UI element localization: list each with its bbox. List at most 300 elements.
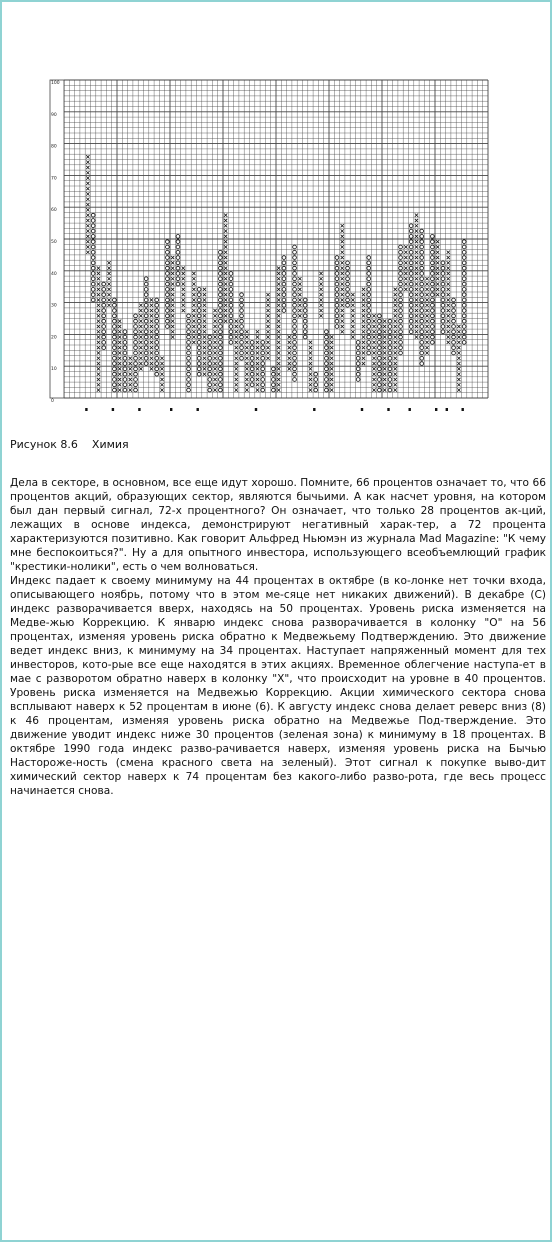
o-mark <box>409 277 413 281</box>
o-mark <box>409 240 413 244</box>
x-mark <box>277 277 280 280</box>
x-mark <box>447 304 450 307</box>
o-mark <box>409 224 413 228</box>
o-mark <box>325 330 329 334</box>
x-mark <box>129 388 132 391</box>
x-mark <box>330 335 333 338</box>
x-mark <box>150 367 153 370</box>
o-mark <box>144 325 148 329</box>
o-mark <box>155 309 159 313</box>
o-mark <box>155 341 159 345</box>
x-mark <box>277 314 280 317</box>
x-mark <box>224 298 227 301</box>
x-mark <box>182 309 185 312</box>
o-mark <box>293 378 297 382</box>
axis-label: 40 <box>51 271 57 277</box>
o-mark <box>293 266 297 270</box>
o-mark <box>197 298 201 302</box>
o-mark <box>187 383 191 387</box>
x-mark <box>266 293 269 296</box>
o-mark <box>282 277 286 281</box>
month-marker <box>435 408 437 411</box>
o-mark <box>102 298 106 302</box>
x-mark <box>330 373 333 376</box>
x-mark <box>235 325 238 328</box>
o-mark <box>91 298 95 302</box>
x-mark <box>256 351 259 354</box>
x-mark <box>256 373 259 376</box>
o-mark <box>250 341 254 345</box>
o-mark <box>113 367 117 371</box>
o-mark <box>441 303 445 307</box>
o-mark <box>134 341 138 345</box>
x-mark <box>277 378 280 381</box>
axis-label: 80 <box>51 144 57 150</box>
o-mark <box>102 325 106 329</box>
x-mark <box>383 330 386 333</box>
o-mark <box>441 261 445 265</box>
o-mark <box>409 282 413 286</box>
o-mark <box>144 298 148 302</box>
x-mark <box>224 256 227 259</box>
o-mark <box>155 303 159 307</box>
x-mark <box>192 277 195 280</box>
o-mark <box>420 250 424 254</box>
o-mark <box>219 330 223 334</box>
x-mark <box>341 293 344 296</box>
o-mark <box>346 303 350 307</box>
o-mark <box>91 272 95 276</box>
x-mark <box>203 298 206 301</box>
o-mark <box>452 298 456 302</box>
x-mark <box>425 341 428 344</box>
x-mark <box>86 235 89 238</box>
o-mark <box>378 362 382 366</box>
o-mark <box>420 309 424 313</box>
x-mark <box>97 335 100 338</box>
x-mark <box>213 330 216 333</box>
x-mark <box>160 388 163 391</box>
x-mark <box>436 267 439 270</box>
o-mark <box>272 367 276 371</box>
o-mark <box>409 261 413 265</box>
o-mark <box>144 335 148 339</box>
x-mark <box>224 288 227 291</box>
x-mark <box>341 240 344 243</box>
o-mark <box>399 288 403 292</box>
body-text <box>10 476 546 798</box>
o-mark <box>335 298 339 302</box>
o-mark <box>293 288 297 292</box>
axis-label: 20 <box>51 335 57 341</box>
o-mark <box>144 277 148 281</box>
o-mark <box>176 282 180 286</box>
o-mark <box>409 293 413 297</box>
o-mark <box>272 372 276 376</box>
x-mark <box>97 357 100 360</box>
x-mark <box>97 288 100 291</box>
x-mark <box>171 293 174 296</box>
x-mark <box>118 325 121 328</box>
x-mark <box>150 325 153 328</box>
o-mark <box>134 325 138 329</box>
x-mark <box>213 383 216 386</box>
o-mark <box>166 245 170 249</box>
o-mark <box>282 303 286 307</box>
o-mark <box>303 303 307 307</box>
x-mark <box>224 224 227 227</box>
month-marker <box>85 408 87 411</box>
o-mark <box>388 351 392 355</box>
o-mark <box>409 272 413 276</box>
x-mark <box>171 298 174 301</box>
o-mark <box>197 367 201 371</box>
x-mark <box>97 320 100 323</box>
x-mark <box>118 367 121 370</box>
x-mark <box>447 335 450 338</box>
o-mark <box>102 330 106 334</box>
x-mark <box>394 293 397 296</box>
o-mark <box>314 383 318 387</box>
x-mark <box>425 309 428 312</box>
x-mark <box>383 357 386 360</box>
o-mark <box>378 351 382 355</box>
o-mark <box>197 293 201 297</box>
o-mark <box>356 346 360 350</box>
o-mark <box>155 351 159 355</box>
x-mark <box>447 256 450 259</box>
x-mark <box>171 314 174 317</box>
x-mark <box>277 267 280 270</box>
o-mark <box>409 303 413 307</box>
o-mark <box>420 298 424 302</box>
x-mark <box>266 335 269 338</box>
x-mark <box>362 357 365 360</box>
x-mark <box>404 261 407 264</box>
o-mark <box>113 309 117 313</box>
x-mark <box>298 288 301 291</box>
x-mark <box>457 378 460 381</box>
o-mark <box>367 256 371 260</box>
o-mark <box>303 330 307 334</box>
x-mark <box>447 277 450 280</box>
x-mark <box>203 314 206 317</box>
x-mark <box>277 282 280 285</box>
x-mark <box>319 304 322 307</box>
o-mark <box>208 362 212 366</box>
x-mark <box>235 346 238 349</box>
o-mark <box>240 319 244 323</box>
x-mark <box>341 245 344 248</box>
o-mark <box>293 256 297 260</box>
o-mark <box>187 351 191 355</box>
o-mark <box>335 261 339 265</box>
o-mark <box>367 319 371 323</box>
o-mark <box>420 240 424 244</box>
month-marker <box>112 408 114 411</box>
x-mark <box>362 309 365 312</box>
x-mark <box>97 383 100 386</box>
x-mark <box>150 351 153 354</box>
x-mark <box>457 346 460 349</box>
o-mark <box>293 351 297 355</box>
x-mark <box>394 383 397 386</box>
o-mark <box>378 314 382 318</box>
x-mark <box>139 341 142 344</box>
o-mark <box>113 388 117 392</box>
x-mark <box>97 378 100 381</box>
o-mark <box>293 309 297 313</box>
o-mark <box>123 367 127 371</box>
month-marker <box>197 408 199 411</box>
o-mark <box>229 319 233 323</box>
x-mark <box>309 346 312 349</box>
x-mark <box>266 346 269 349</box>
x-mark <box>425 320 428 323</box>
o-mark <box>261 383 265 387</box>
x-mark <box>425 282 428 285</box>
o-mark <box>91 250 95 254</box>
o-mark <box>420 288 424 292</box>
x-mark <box>213 373 216 376</box>
o-mark <box>420 319 424 323</box>
o-mark <box>431 266 435 270</box>
x-mark <box>457 335 460 338</box>
o-mark <box>335 266 339 270</box>
x-mark <box>224 320 227 323</box>
o-mark <box>293 346 297 350</box>
o-mark <box>388 325 392 329</box>
o-mark <box>261 378 265 382</box>
o-mark <box>155 319 159 323</box>
x-mark <box>277 330 280 333</box>
o-mark <box>420 356 424 360</box>
x-mark <box>341 256 344 259</box>
x-mark <box>341 261 344 264</box>
x-mark <box>224 304 227 307</box>
x-mark <box>415 298 418 301</box>
o-mark <box>166 277 170 281</box>
o-mark <box>229 303 233 307</box>
x-mark <box>341 224 344 227</box>
o-mark <box>367 346 371 350</box>
x-mark <box>129 373 132 376</box>
o-mark <box>409 314 413 318</box>
x-mark <box>150 341 153 344</box>
o-mark <box>388 362 392 366</box>
x-mark <box>447 288 450 291</box>
x-mark <box>415 224 418 227</box>
x-mark <box>118 362 121 365</box>
o-mark <box>452 351 456 355</box>
x-mark <box>192 298 195 301</box>
o-mark <box>356 372 360 376</box>
o-mark <box>282 293 286 297</box>
o-mark <box>293 293 297 297</box>
x-mark <box>447 325 450 328</box>
o-mark <box>219 351 223 355</box>
o-mark <box>250 362 254 366</box>
paragraph-2: Индекс падает к своему минимуму на 44 процентах в октябре (в ко-лонке нет точки входа, описывающего ноябрь, потому что в этом ме-сяце нет никаких движений). В декабре (С) индекс разворачивается вверх, находясь на 50 процентах. Уровень риска изменяется на Медве-жью Коррекцию. К январю индекс снова разворачивается в колонку "О" на 56 процентах, изменяя уровень риска обратно к Медвежьему Подтверждению. Это движение ведет индекс вниз, к минимуму на 34 процентах. Наступает напряженный момент для тех инвесторов, кото-рые все еще находятся в этих акциях. Временное облегчение наступа-ет в мае с разворотом обратно наверх в колонку "X", что происходит на уровне в 40 процентов. Уровень риска изменяется на Медвежью Коррекцию. Акции химического сектора снова всплывают наверх к 52 процентам в июне (6). К августу индекс снова делает реверс вниз (8) к 46 процентам, изменяя уровень риска обратно на Медвежье Под-тверждение. Это движение уводит индекс ниже 30 процентов (зеленая зона) к минимуму в 18 процентах. В октябре 1990 года индекс разво-рачивается наверх, изменяя уровень риска на Бычью Настороже-ность (смена красного света на зеленый). Этот сигнал к покупке выво-дит химический сектор наверх к 74 процентам без какого-либо разво-рота, где весь процесс начинается снова. <box>10 575 546 797</box>
o-mark <box>197 330 201 334</box>
x-mark <box>362 341 365 344</box>
o-mark <box>113 335 117 339</box>
o-mark <box>441 277 445 281</box>
o-mark <box>346 288 350 292</box>
x-mark <box>150 309 153 312</box>
x-mark <box>224 251 227 254</box>
x-mark <box>245 341 248 344</box>
o-mark <box>325 378 329 382</box>
x-mark <box>372 330 375 333</box>
o-mark <box>282 261 286 265</box>
x-mark <box>447 341 450 344</box>
x-mark <box>457 330 460 333</box>
x-mark <box>213 378 216 381</box>
x-mark <box>86 203 89 206</box>
x-mark <box>277 362 280 365</box>
o-mark <box>155 335 159 339</box>
x-mark <box>171 320 174 323</box>
o-mark <box>282 256 286 260</box>
x-mark <box>245 383 248 386</box>
o-mark <box>293 298 297 302</box>
o-mark <box>409 330 413 334</box>
x-mark <box>288 335 291 338</box>
o-mark <box>187 314 191 318</box>
x-mark <box>298 282 301 285</box>
o-mark <box>261 341 265 345</box>
o-mark <box>113 330 117 334</box>
x-mark <box>235 367 238 370</box>
x-mark <box>139 335 142 338</box>
o-mark <box>91 288 95 292</box>
x-mark <box>150 335 153 338</box>
o-mark <box>420 256 424 260</box>
x-mark <box>372 357 375 360</box>
o-mark <box>144 346 148 350</box>
chart-svg <box>42 72 512 412</box>
x-mark <box>319 288 322 291</box>
x-mark <box>139 367 142 370</box>
o-mark <box>367 293 371 297</box>
x-mark <box>309 362 312 365</box>
x-mark <box>171 325 174 328</box>
x-mark <box>203 330 206 333</box>
o-mark <box>462 288 466 292</box>
x-mark <box>319 272 322 275</box>
o-mark <box>219 303 223 307</box>
o-mark <box>240 293 244 297</box>
x-mark <box>129 367 132 370</box>
o-mark <box>123 383 127 387</box>
o-mark <box>123 346 127 350</box>
o-mark <box>293 319 297 323</box>
o-mark <box>378 367 382 371</box>
o-mark <box>399 303 403 307</box>
o-mark <box>123 341 127 345</box>
x-mark <box>330 351 333 354</box>
o-mark <box>229 341 233 345</box>
o-mark <box>409 309 413 313</box>
o-mark <box>431 303 435 307</box>
o-mark <box>272 388 276 392</box>
x-mark <box>118 373 121 376</box>
o-mark <box>240 356 244 360</box>
x-mark <box>256 330 259 333</box>
x-mark <box>277 272 280 275</box>
x-mark <box>256 367 259 370</box>
x-mark <box>203 341 206 344</box>
o-mark <box>335 288 339 292</box>
x-mark <box>425 346 428 349</box>
x-mark <box>139 304 142 307</box>
x-mark <box>97 309 100 312</box>
o-mark <box>399 330 403 334</box>
o-mark <box>293 367 297 371</box>
o-mark <box>356 378 360 382</box>
o-mark <box>388 383 392 387</box>
x-mark <box>351 320 354 323</box>
x-mark <box>394 304 397 307</box>
x-mark <box>457 362 460 365</box>
o-mark <box>409 266 413 270</box>
x-mark <box>139 330 142 333</box>
o-mark <box>144 351 148 355</box>
o-mark <box>208 356 212 360</box>
x-mark <box>213 388 216 391</box>
x-mark <box>203 309 206 312</box>
x-mark <box>394 362 397 365</box>
x-mark <box>245 346 248 349</box>
x-mark <box>362 293 365 296</box>
x-mark <box>319 309 322 312</box>
o-mark <box>399 298 403 302</box>
o-mark <box>166 303 170 307</box>
x-mark <box>235 341 238 344</box>
o-mark <box>367 341 371 345</box>
x-mark <box>235 373 238 376</box>
o-mark <box>240 325 244 329</box>
x-mark <box>192 314 195 317</box>
o-mark <box>356 367 360 371</box>
o-mark <box>420 266 424 270</box>
x-mark <box>319 282 322 285</box>
x-mark <box>235 378 238 381</box>
x-mark <box>394 298 397 301</box>
x-mark <box>97 298 100 301</box>
o-mark <box>462 335 466 339</box>
o-mark <box>91 240 95 244</box>
x-mark <box>457 373 460 376</box>
o-mark <box>240 351 244 355</box>
x-mark <box>362 362 365 365</box>
x-mark <box>224 272 227 275</box>
o-mark <box>155 298 159 302</box>
o-mark <box>91 219 95 223</box>
o-mark <box>229 272 233 276</box>
o-mark <box>250 372 254 376</box>
o-mark <box>155 356 159 360</box>
o-mark <box>187 335 191 339</box>
x-mark <box>192 272 195 275</box>
o-mark <box>91 235 95 239</box>
x-mark <box>235 357 238 360</box>
o-mark <box>399 266 403 270</box>
x-mark <box>341 330 344 333</box>
x-mark <box>425 293 428 296</box>
x-mark <box>404 267 407 270</box>
